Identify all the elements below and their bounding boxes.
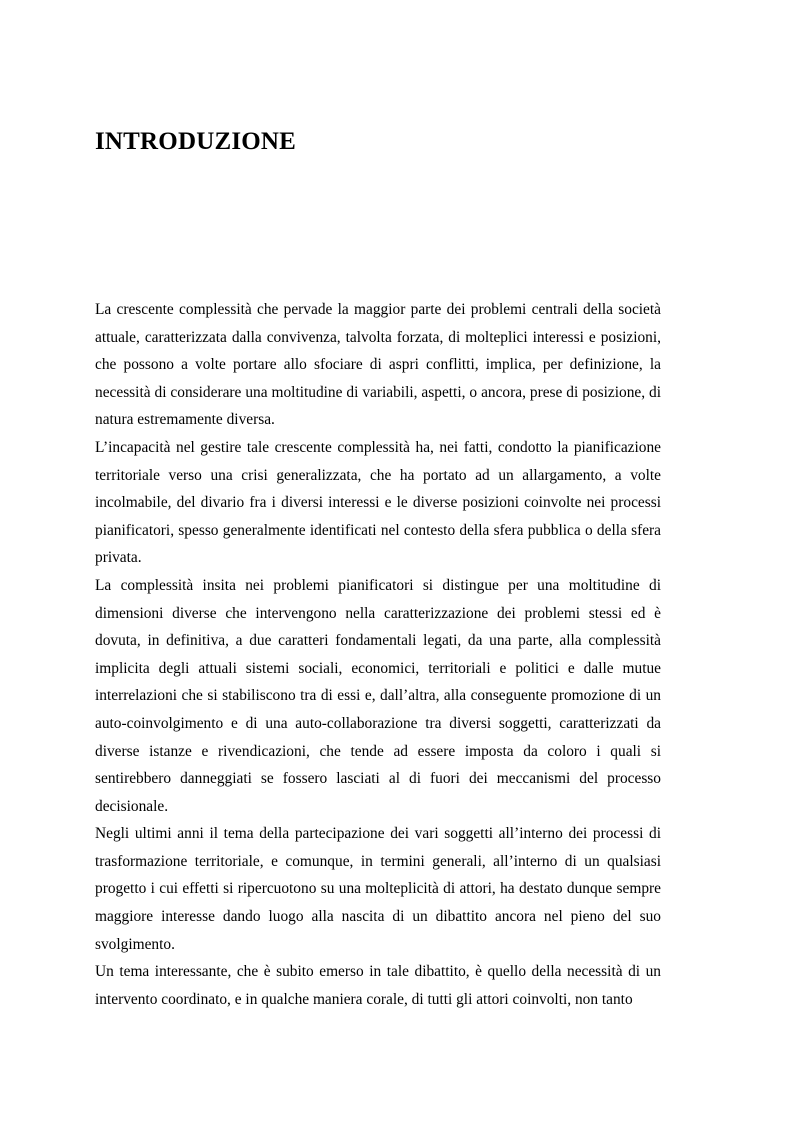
body-text [95, 296, 661, 1013]
paragraph: Un tema interessante, che è subito emerso in tale dibattito, è quello della necessità di un intervento coordinato, e in qualche maniera corale, di tutti gli attori coinvolti, non tanto [95, 963, 661, 1008]
paragraph: La complessità insita nei problemi pianificatori si distingue per una moltitudine di dimensioni diverse che intervengono nella caratterizzazione dei problemi stessi ed è dovuta, in definitiva, a due caratteri fondamentali legati, da una parte, alla complessità implicita degli attuali sistemi sociali, economici, territoriali e politici e dalle mutue interrelazioni che si stabiliscono tra di essi e, dall’altra, alla conseguente promozione di un auto-coinvolgimento e di una auto-collaborazione tra diversi soggetti, caratterizzati da diverse istanze e rivendicazioni, che tende ad essere imposta da coloro i quali si sentirebbero danneggiati se fossero lasciati al di fuori dei meccanismi del processo decisionale. [95, 576, 661, 815]
paragraph: La crescente complessità che pervade la maggior parte dei problemi centrali della società attuale, caratterizzata dalla convivenza, talvolta forzata, di molteplici interessi e posizioni, che possono a volte portare allo sfociare di aspri conflitti, implica, per definizione, la necessità di considerare una moltitudine di variabili, aspetti, o ancora, prese di posizione, di natura estremamente diversa. [95, 301, 661, 429]
page-title: INTRODUZIONE [95, 128, 297, 155]
paragraph: Negli ultimi anni il tema della partecipazione dei vari soggetti all’interno dei processi di trasformazione territoriale, e comunque, in termini generali, all’interno di un qualsiasi progetto i cui effetti si ripercuotono su una molteplicità di attori, ha destato dunque sempre maggiore interesse dando luogo alla nascita di un dibattito ancora nel pieno del suo svolgimento. [95, 825, 661, 953]
paragraph: L’incapacità nel gestire tale crescente complessità ha, nei fatti, condotto la pianificazione territoriale verso una crisi generalizzata, che ha portato ad un allargamento, a volte incolmabile, del divario fra i diversi interessi e le diverse posizioni coinvolte nei processi pianificatori, spesso generalmente identificati nel contesto della sfera pubblica o della sfera privata. [95, 438, 661, 567]
